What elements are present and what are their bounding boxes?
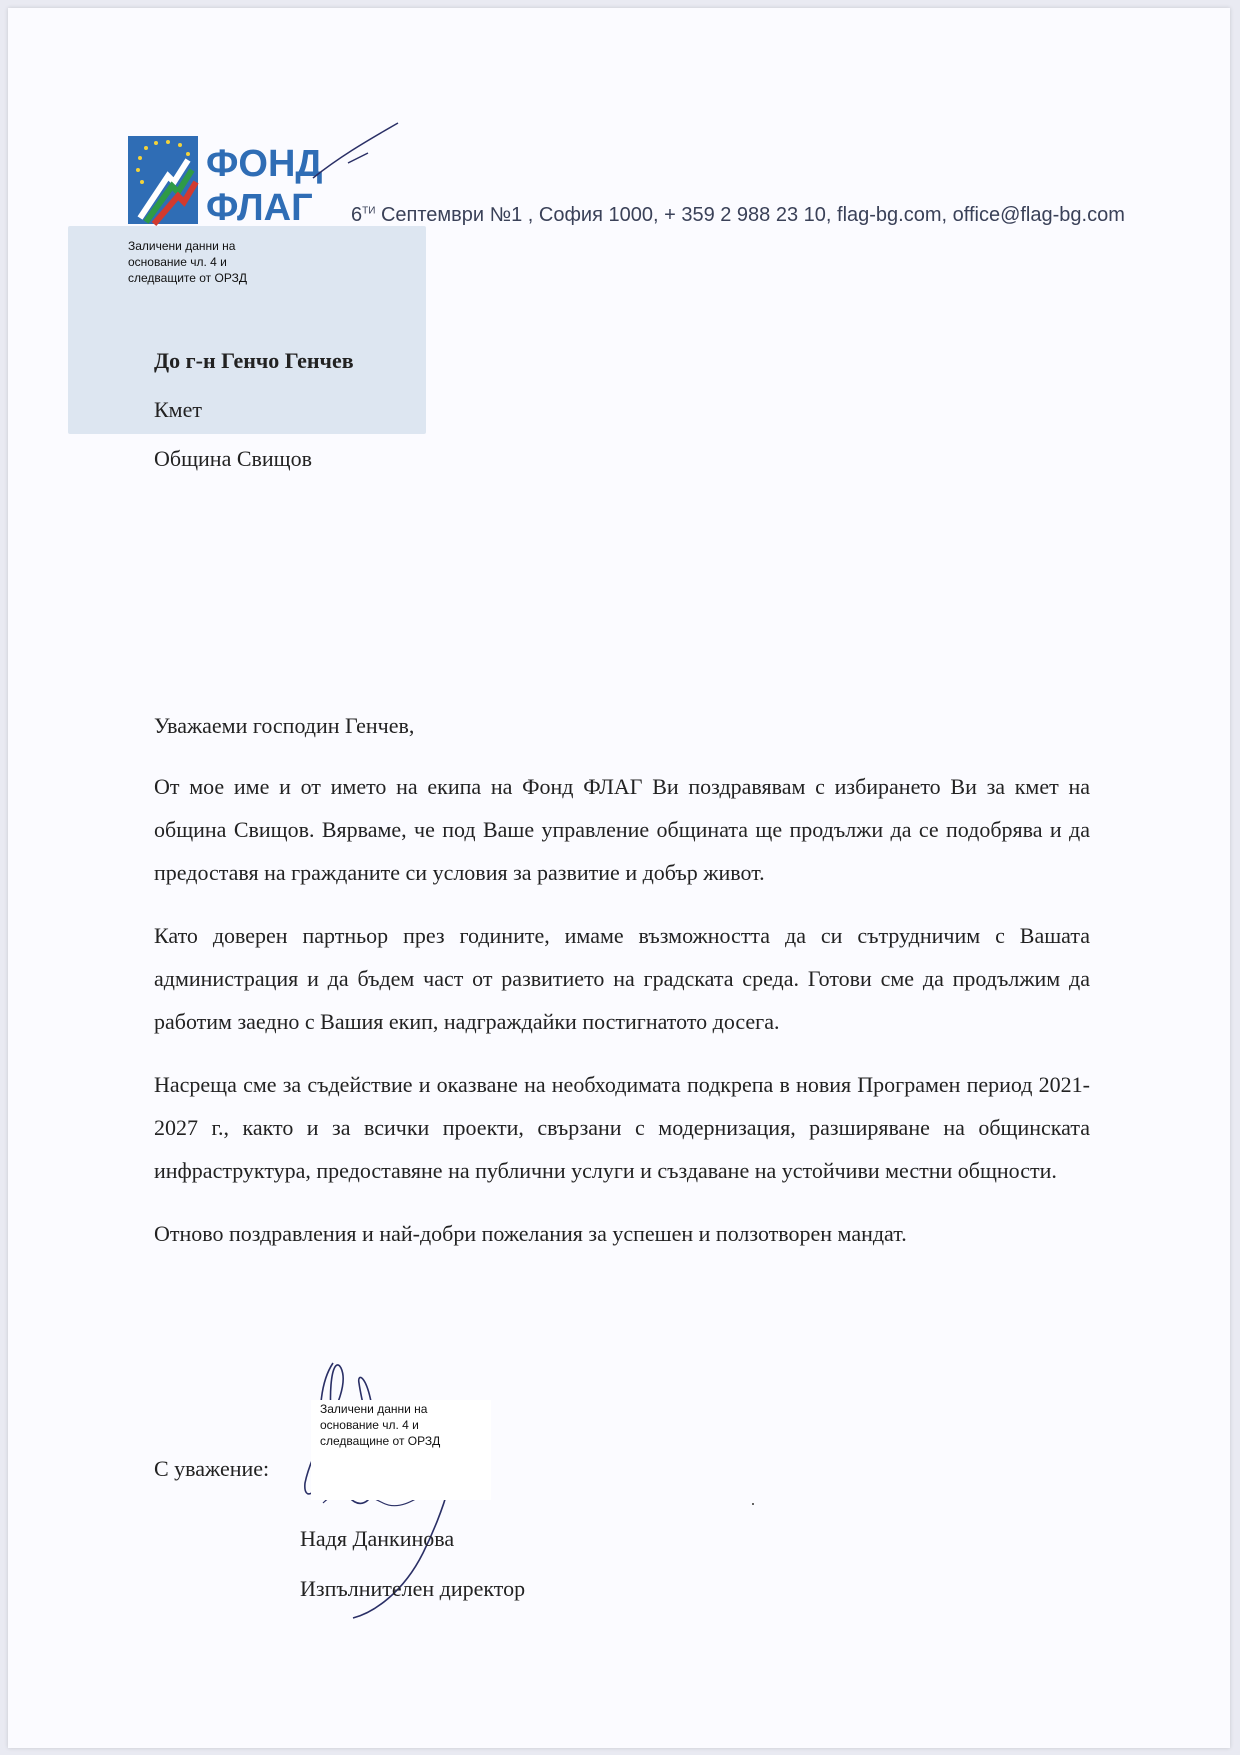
paragraph-congratulations: От мое име и от името на екипа на Фонд ФЛАГ Ви поздравявам с избирането Ви за кмет на община Свищов. Вярваме, че под Ваше управление общината ще продължи да се подобрява и да предоставя на гражданите си условия за развитие и добър живот. [154,774,1090,885]
contact-superscript: ТИ [362,205,376,217]
paragraph-wishes: Отново поздравления и най-добри пожелания за успешен и ползотворен мандат. [154,1221,907,1246]
paragraph-support: Насреща сме за съдействие и оказване на необходимата подкрепа в новия Програмен период 2021-2027 г., както и за всички проекти, свързани с модернизация, разширяване на общинската инфраструктура, предоставяне на публични услуги и създаване на устойчиви местни общности. [154,1072,1090,1183]
pen-stroke-mark [308,118,408,188]
closing-phrase: С уважение: [154,1456,270,1481]
signer-title: Изпълнителен директор [300,1576,526,1601]
greeting: Уважаеми господин Генчев, [154,713,415,738]
signer-block [300,1514,525,1614]
ink-dot [752,1503,754,1505]
letter-page [8,8,1230,1748]
logo-text-line2: ФЛАГ [206,187,313,226]
signer-name: Надя Данкинова [300,1526,455,1551]
logo-text-line1: ФОНД [206,143,323,185]
paragraph-partnership: Като доверен партньор през годините, имаме възможността да си сътрудничим с Вашата администрация и да бъдем част от развитието на градската среда. Готови сме да продължим да работим заедно с Вашия екип, надграждайки постигнатото досега. [154,923,1090,1034]
addressee-position: Кмет [154,397,202,422]
contact-line [351,204,1125,227]
redaction-note-top: Заличени данни на основание чл. 4 и следващите от ОРЗД [128,239,247,285]
letter-body [154,704,1090,1275]
fond-flag-logo [128,136,333,226]
addressee-block [154,336,354,483]
contact-details: Септември №1 , София 1000, + 359 2 988 23 10, flag-bg.com, office@flag-bg.com [375,204,1125,226]
redaction-note-bottom: Заличени данни на основание чл. 4 и следващине от ОРЗД [320,1402,441,1448]
contact-prefix: 6 [351,204,363,226]
addressee-name: До г-н Генчо Генчев [154,348,354,373]
addressee-organization: Община Свищов [154,446,312,471]
